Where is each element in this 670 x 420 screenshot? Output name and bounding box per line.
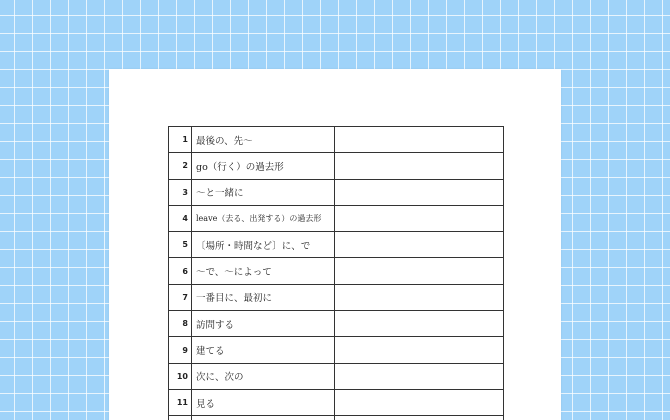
answer-cell[interactable] <box>335 416 504 420</box>
table-row <box>169 363 504 389</box>
table-row <box>169 232 504 258</box>
prompt-cell: 次に、次の <box>192 363 335 389</box>
table-row <box>169 127 504 153</box>
row-number: 7 <box>169 284 192 310</box>
prompt-cell: go（行く）の過去形 <box>192 153 335 179</box>
answer-cell[interactable] <box>335 153 504 179</box>
answer-cell[interactable] <box>335 232 504 258</box>
answer-cell[interactable] <box>335 127 504 153</box>
table-row <box>169 311 504 337</box>
row-number: 8 <box>169 311 192 337</box>
row-number: 11 <box>169 389 192 415</box>
table-row <box>169 416 504 420</box>
answer-cell[interactable] <box>335 179 504 205</box>
table-row <box>169 205 504 231</box>
answer-cell[interactable] <box>335 258 504 284</box>
answer-cell[interactable] <box>335 337 504 363</box>
table-row <box>169 153 504 179</box>
answer-cell[interactable] <box>335 389 504 415</box>
answer-cell[interactable] <box>335 205 504 231</box>
row-number: 4 <box>169 205 192 231</box>
prompt-cell: ～で、～によって <box>192 258 335 284</box>
answer-cell[interactable] <box>335 311 504 337</box>
answer-cell[interactable] <box>335 284 504 310</box>
prompt-cell: 最後の、先～ <box>192 127 335 153</box>
table-row <box>169 284 504 310</box>
row-number: 6 <box>169 258 192 284</box>
prompt-cell: leave（去る、出発する）の過去形 <box>192 205 335 231</box>
answer-cell[interactable] <box>335 363 504 389</box>
row-number: 3 <box>169 179 192 205</box>
prompt-cell <box>192 416 335 420</box>
table-row <box>169 179 504 205</box>
row-number: 2 <box>169 153 192 179</box>
prompt-cell: 訪問する <box>192 311 335 337</box>
table-row <box>169 389 504 415</box>
table-row <box>169 337 504 363</box>
prompt-cell: ～と一緒に <box>192 179 335 205</box>
row-number: 10 <box>169 363 192 389</box>
row-number: 9 <box>169 337 192 363</box>
row-number: 1 <box>169 127 192 153</box>
prompt-cell: 建てる <box>192 337 335 363</box>
row-number <box>169 416 192 420</box>
prompt-cell: 〔場所・時間など〕に、で <box>192 232 335 258</box>
prompt-cell: 見る <box>192 389 335 415</box>
table-row <box>169 258 504 284</box>
prompt-cell: 一番目に、最初に <box>192 284 335 310</box>
vocabulary-table <box>168 126 504 420</box>
worksheet-page <box>109 69 561 420</box>
row-number: 5 <box>169 232 192 258</box>
